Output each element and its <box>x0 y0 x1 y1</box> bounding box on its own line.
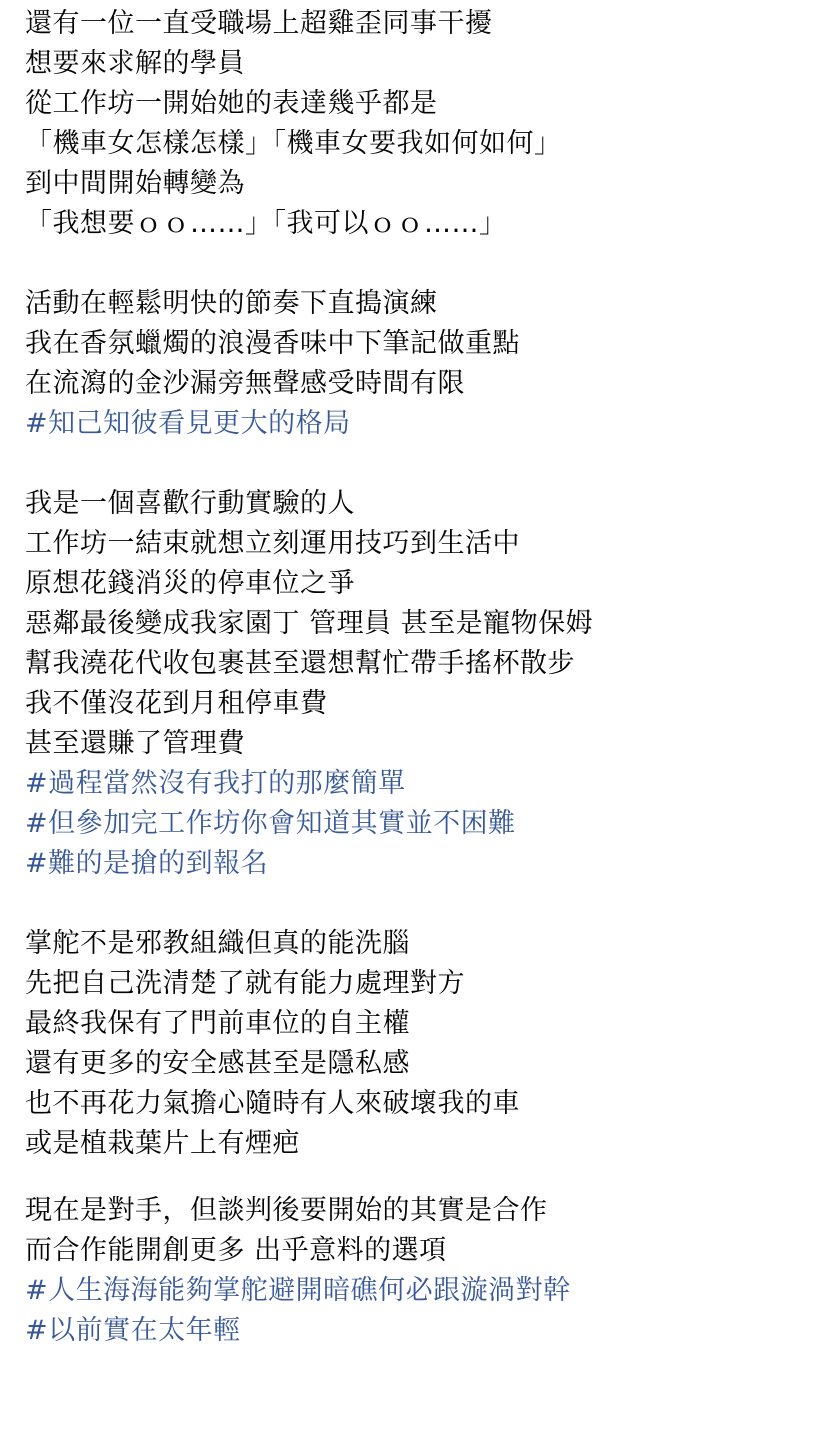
hashtag-link[interactable]: #難的是搶的到報名 <box>25 848 269 879</box>
paragraph-gap <box>25 1164 815 1191</box>
post-text-line: 而合作能開創更多 出乎意料的選項 <box>25 1235 447 1266</box>
post-text-line: 或是植栽葉片上有煙疤 <box>25 1128 300 1159</box>
hashtag-link[interactable]: #以前實在太年輕 <box>25 1315 241 1346</box>
post-text-line: 我不僅沒花到月租停車費 <box>25 688 328 719</box>
post-text-line: 從工作坊一開始她的表達幾乎都是 <box>25 88 438 119</box>
post-text-line: 想要來求解的學員 <box>25 48 245 79</box>
post-text-line: 還有一位一直受職場上超雞歪同事干擾 <box>25 8 493 39</box>
post-text-line: 先把自己洗清楚了就有能力處理對方 <box>25 968 465 999</box>
post-text-line: 原想花錢消災的停車位之爭 <box>25 568 355 599</box>
paragraph-gap <box>25 884 815 924</box>
post-text-line: 惡鄰最後變成我家園丁 管理員 甚至是寵物保姆 <box>25 608 594 639</box>
post-text-line: 現在是對手，但談判後要開始的其實是合作 <box>25 1195 548 1226</box>
paragraph <box>25 284 815 444</box>
post-text-line: 甚至還賺了管理費 <box>25 728 245 759</box>
hashtag-link[interactable]: #但參加完工作坊你會知道其實並不困難 <box>25 808 516 839</box>
post-text-line: 活動在輕鬆明快的節奏下直搗演練 <box>25 288 438 319</box>
post-text-line: 「機車女怎樣怎樣」「機車女要我如何如何」 <box>25 128 562 159</box>
paragraph <box>25 484 815 884</box>
paragraph-gap <box>25 444 815 484</box>
post-text-line: 也不再花力氣擔心隨時有人來破壞我的車 <box>25 1088 520 1119</box>
paragraph <box>25 924 815 1164</box>
paragraph <box>25 4 815 244</box>
paragraph-gap <box>25 244 815 284</box>
hashtag-link[interactable]: #人生海海能夠掌舵避開暗礁何必跟漩渦對幹 <box>25 1275 571 1306</box>
post-text-line: 在流瀉的金沙漏旁無聲感受時間有限 <box>25 368 465 399</box>
post-text-line: 「我想要ｏｏ……」「我可以ｏｏ……」 <box>25 208 507 239</box>
paragraph <box>25 1191 815 1351</box>
hashtag-link[interactable]: #知己知彼看見更大的格局 <box>25 408 351 439</box>
post-text-line: 工作坊一結束就想立刻運用技巧到生活中 <box>25 528 520 559</box>
post-text-line: 我在香氛蠟燭的浪漫香味中下筆記做重點 <box>25 328 520 359</box>
post-text-line: 到中間開始轉變為 <box>25 168 245 199</box>
post-body <box>25 4 815 1351</box>
post-text-line: 掌舵不是邪教組織但真的能洗腦 <box>25 928 410 959</box>
post-text-line: 我是一個喜歡行動實驗的人 <box>25 488 355 519</box>
post-text-line: 還有更多的安全感甚至是隱私感 <box>25 1048 410 1079</box>
post-text-line: 幫我澆花代收包裹甚至還想幫忙帶手搖杯散步 <box>25 648 575 679</box>
hashtag-link[interactable]: #過程當然沒有我打的那麼簡單 <box>25 768 406 799</box>
post-text-line: 最終我保有了門前車位的自主權 <box>25 1008 410 1039</box>
